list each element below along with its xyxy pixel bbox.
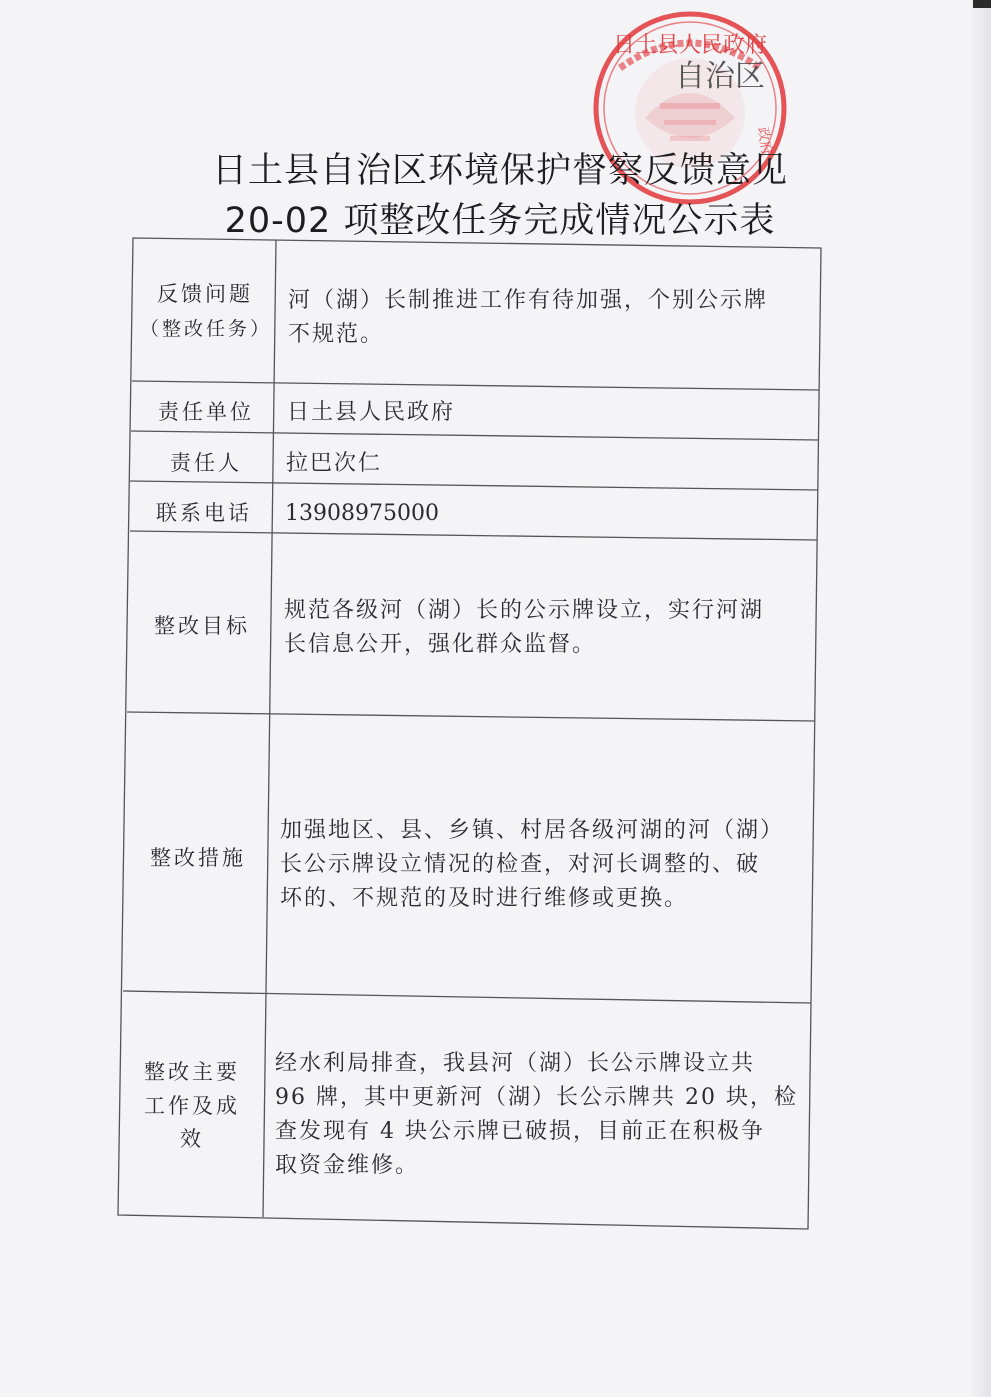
label-main-work-results [128,1056,256,1157]
value-line: 长信息公开，强化群众监督。 [284,632,597,658]
label-rectification-goal: 整改目标 [154,614,250,638]
label-responsible-unit: 责任单位 [158,400,254,424]
value-line: 加强地区、县、乡镇、村居各级河湖的河（湖） [280,818,785,843]
handwritten-signature: 自治区 [675,59,765,94]
label-rectification-measures: 整改措施 [150,846,246,870]
label-line: 工作及成 [144,1093,240,1118]
svg-text:政府: 政府 [754,125,775,157]
value-rectification-measures [280,814,810,916]
page-title-line-2: 20-02 项整改任务完成情况公示表 [224,201,776,241]
page-title-line-1: 日土县自治区环境保护督察反馈意见 [211,151,788,191]
label-feedback-issue-sub: （整改任务） [140,317,273,340]
value-line: 查发现有 4 块公示牌已破损，目前正在积极争 [275,1119,765,1145]
label-line: 整改主要 [144,1060,240,1084]
value-main-work-results [275,1047,805,1183]
value-line: 取资金维修。 [275,1153,420,1179]
label-responsible-person: 责任人 [170,451,242,475]
label-feedback-issue [140,278,273,345]
value-line: 经水利局排查，我县河（湖）长公示牌设立共 [275,1051,756,1076]
label-line: 效 [180,1127,204,1152]
value-contact-phone: 13908975000 [285,501,439,526]
value-responsible-person: 拉巴次仁 [286,451,383,476]
value-line: 长公示牌设立情况的检查，对河长调整的、破 [280,852,761,878]
value-line: 河（湖）长制推进工作有待加强，个别公示牌 [288,288,769,313]
value-feedback-issue [288,284,813,352]
value-line: 96 牌，其中更新河（湖）长公示牌共 20 块，检 [275,1085,798,1111]
value-line: 规范各级河（湖）长的公示牌设立，实行河湖 [284,598,765,623]
label-feedback-issue-main: 反馈问题 [157,282,253,306]
seal-text: 日土县人民政府 [612,33,768,58]
label-contact-phone: 联系电话 [156,501,252,525]
value-rectification-goal [284,594,809,662]
value-line: 不规范。 [288,322,385,348]
value-responsible-unit: 日土县人民政府 [287,400,456,425]
value-line: 坏的、不规范的及时进行维修或更换。 [280,886,689,912]
